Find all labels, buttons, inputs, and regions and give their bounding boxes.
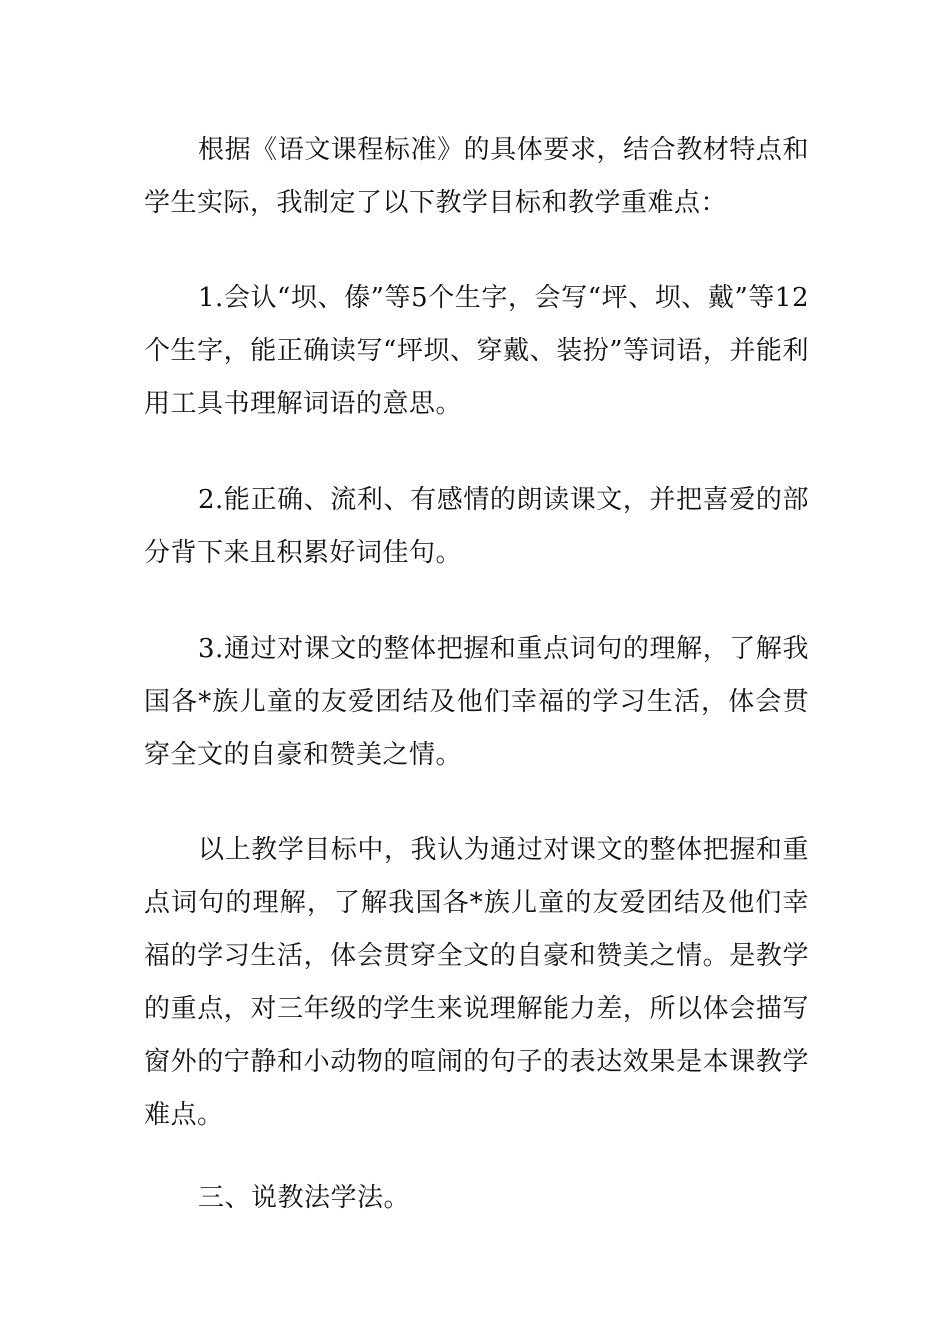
section-heading-teaching-methods: 三、说教法学法。 [198, 1183, 411, 1213]
intro-paragraph: 根据《语文课程标准》的具体要求，结合教材特点和学生实际，我制定了以下教学目标和教学重难点： [144, 135, 809, 218]
key-difficulty-paragraph: 以上教学目标中，我认为通过对课文的整体把握和重点词句的理解，了解我国各*族儿童的友爱团结及他们幸福的学习生活，体会贯穿全文的自豪和赞美之情。是教学的重点，对三年级的学生来说理解能力差，所以体会描写窗外的宁静和小动物的喧闹的句子的表达效果是本课教学难点。 [144, 835, 809, 1130]
objective-3-paragraph: 3.通过对课文的整体把握和重点词句的理解，了解我国各*族儿童的友爱团结及他们幸福的学习生活，体会贯穿全文的自豪和赞美之情。 [144, 634, 809, 770]
objective-1-paragraph: 1.会认“坝、傣”等5个生字，会写“坪、坝、戴”等12个生字，能正确读写“坪坝、穿戴、装扮”等词语，并能利用工具书理解词语的意思。 [144, 283, 809, 419]
objective-2-paragraph: 2.能正确、流利、有感情的朗读课文，并把喜爱的部分背下来且积累好词佳句。 [144, 485, 809, 568]
